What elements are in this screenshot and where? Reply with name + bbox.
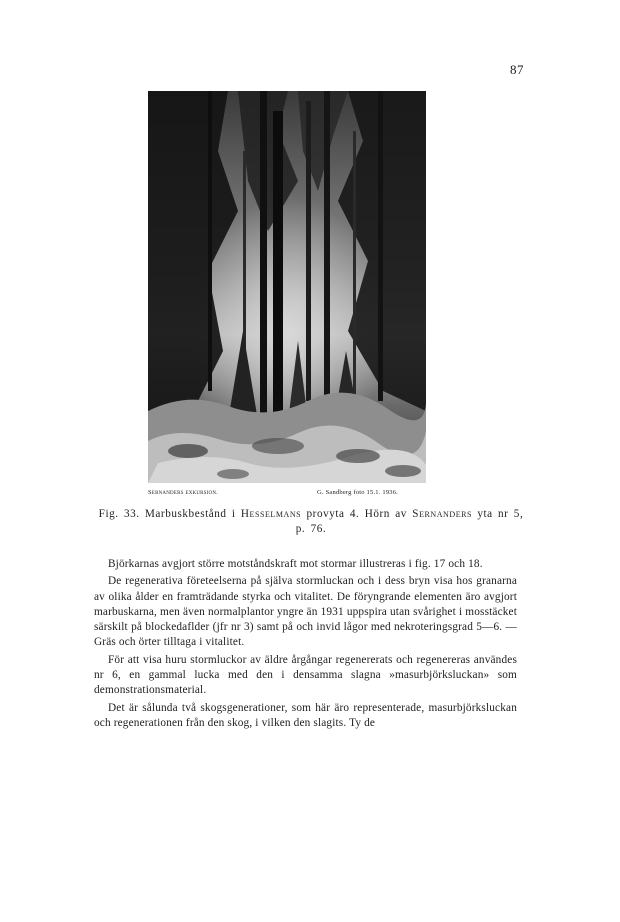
body-text	[94, 557, 517, 731]
paragraph: Det är sålunda två skogsgenerationer, som här äro representerade, masurbjörksluckan och regenerationen från den skog, i vilken den slagits. Ty de	[94, 701, 517, 729]
caption-prefix: Fig. 33. Marbuskbestånd i	[98, 508, 241, 520]
paragraph: De regenerativa företeelserna på själva stormluckan och i dess bryn visa hos granarna av olika ålder en framträdande styrka och vitalitet. De föryngrande elementen äro avgjort marbuskarna, men även normalplantor yngre än 1931 uppspira utan svårighet i mosstäcket särskilt på blockedaflder (jfr nr 3) samt på och invid lågor med nekroteringsgrad 5—6. — Gräs och örter tilltaga i vitalitet.	[94, 575, 517, 649]
figure-caption	[95, 507, 527, 537]
paragraph: Björkarnas avgjort större motståndskraft mot stormar illustreras i fig. 17 och 18.	[108, 558, 483, 570]
photo-credit-row	[148, 489, 426, 501]
caption-name-sernander: Sernanders	[412, 508, 473, 520]
paragraph: För att visa huru stormluckor av äldre årgångar regenererats och regenereras användes nr 6, en gammal lucka med den i densamma slagna »masurbjörksluckan» som demonstrationsmaterial.	[94, 653, 517, 697]
caption-suffix: yta nr 5, p. 76.	[295, 508, 524, 535]
caption-name-hesselman: Hesselmans	[240, 508, 302, 520]
forest-photo	[148, 91, 426, 483]
photo-credit-excursion: Sernanders exkursion.	[148, 489, 218, 496]
caption-middle: provyta 4. Hörn av	[301, 508, 413, 520]
forest-photo-icon	[148, 91, 426, 483]
page-number: 87	[510, 62, 524, 77]
photo-credit-photographer: G. Sandberg foto 15.1. 1936.	[317, 489, 398, 496]
